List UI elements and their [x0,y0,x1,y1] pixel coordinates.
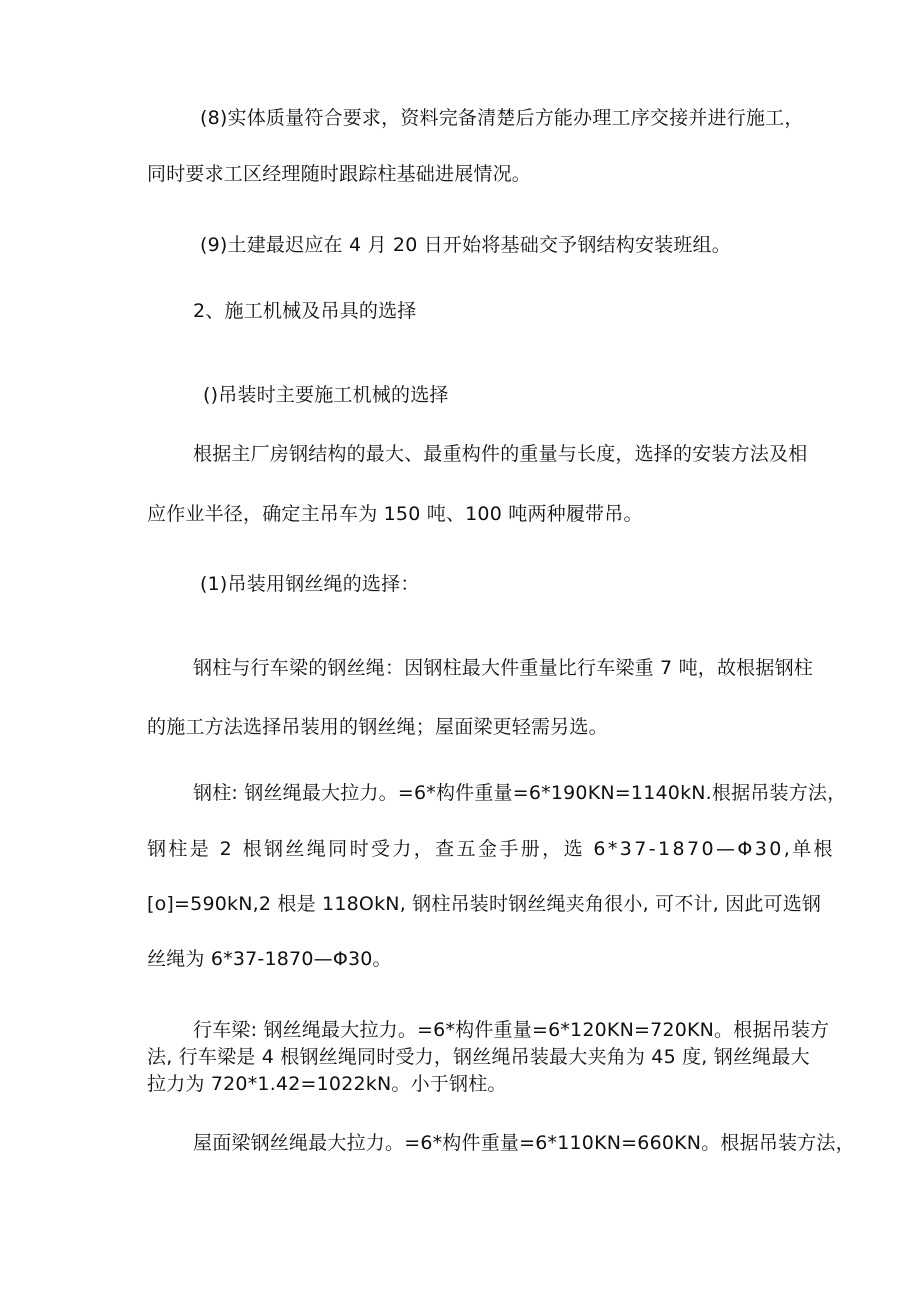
paragraph-9-line-1: (9)土建最迟应在 4 月 20 日开始将基础交予钢结构安装班组。 [200,234,731,256]
steel-column-line-1: 钢柱: 钢丝绳最大拉力。=6*构件重量=6*190KN=1140kN.根据吊装方法， [193,782,847,804]
roof-beam-line-1: 屋面梁钢丝绳最大拉力。=6*构件重量=6*110KN=660KN。根据吊装方法， [193,1132,855,1154]
crane-beam-line-2: 法, 行车梁是 4 根钢丝绳同时受力，钢丝绳吊装最大夹角为 45 度, 钢丝绳最大 [147,1046,810,1068]
steel-column-line-4: 丝绳为 6*37-1870—Φ30。 [147,948,392,970]
sub-heading-machinery: ()吊装时主要施工机械的选择 [203,384,449,406]
crane-beam-line-3: 拉力为 720*1.42=1022kN。小于钢柱。 [147,1073,507,1095]
sub-heading-rope: (1)吊装用钢丝绳的选择： [200,573,420,595]
section-2-heading: 2、施工机械及吊具的选择 [193,300,417,322]
rope-general-line-2: 的施工方法选择吊装用的钢丝绳；屋面梁更轻需另选。 [147,716,608,738]
main-crane-line-1: 根据主厂房钢结构的最大、最重构件的重量与长度，选择的安装方法及相 [193,443,808,465]
text-span: (8)实体质量符合要求，资料完备清楚后方能办理工序交接并进行施工， [200,107,804,129]
paragraph-8-line-2: 同时要求工区经理随时跟踪柱基础进展情况。 [147,163,532,185]
steel-column-line-2: 钢柱是 2 根钢丝绳同时受力，查五金手册，选 6*37-1870—Φ30,单根 [147,838,835,860]
main-crane-line-2: 应作业半径，确定主吊车为 150 吨、100 吨两种履带吊。 [147,503,643,525]
paragraph-8-line-1 [200,106,830,130]
rope-general-line-1: 钢柱与行车梁的钢丝绳：因钢柱最大件重量比行车梁重 7 吨，故根据钢柱 [193,657,813,679]
crane-beam-line-1: 行车梁: 钢丝绳最大拉力。=6*构件重量=6*120KN=720KN。根据吊装方 [193,1019,830,1041]
steel-column-line-3: [o]=590kN,2 根是 118OkN, 钢柱吊装时钢丝绳夹角很小, 可不计, 因此可选钢 [147,893,822,915]
